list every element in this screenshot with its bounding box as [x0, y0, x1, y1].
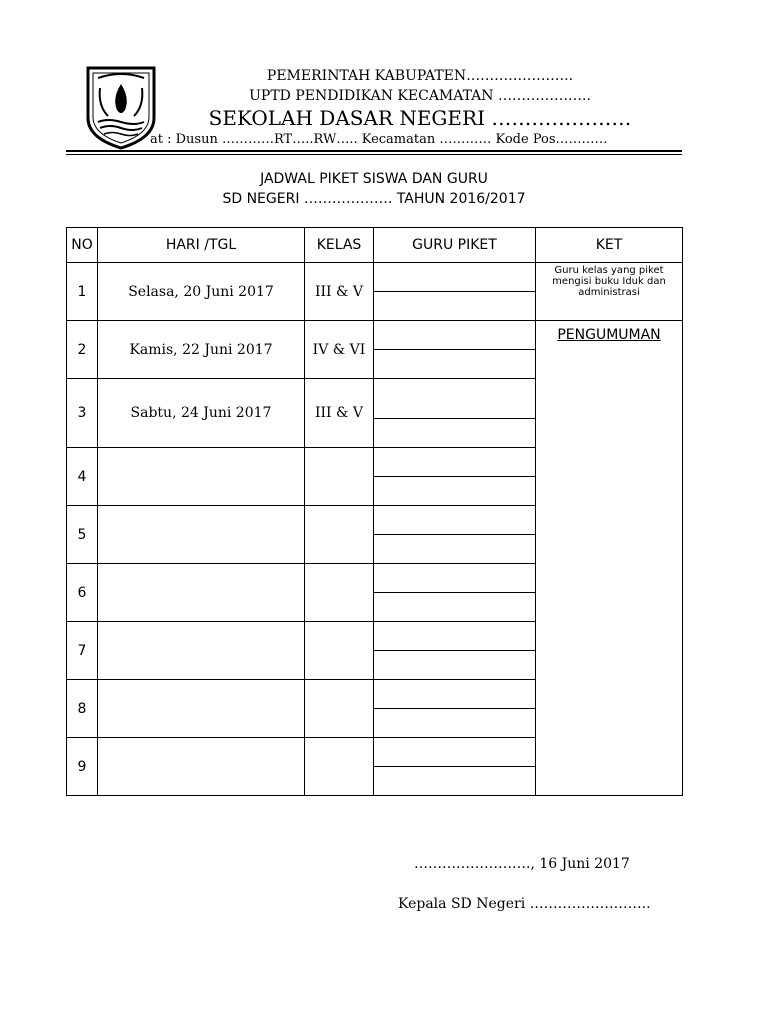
row-hari	[98, 506, 305, 564]
row-no: 6	[67, 564, 98, 622]
schedule-title: JADWAL PIKET SISWA DAN GURU	[260, 171, 488, 187]
row-hari	[98, 680, 305, 738]
header-no: NO	[67, 228, 98, 263]
letterhead-divider-thick	[66, 150, 682, 152]
schedule-subtitle: SD NEGERI ………………. TAHUN 2016/2017	[222, 191, 526, 207]
signature-position: Kepala SD Negeri ……………………..	[398, 896, 651, 912]
letterhead-divider-thin	[66, 154, 682, 155]
row-no: 5	[67, 506, 98, 564]
row-hari	[98, 622, 305, 680]
row-guru-piket	[374, 622, 536, 680]
header-hari-tgl: HARI /TGL	[98, 228, 305, 263]
table-header-row	[67, 228, 683, 263]
row-hari: Kamis, 22 Juni 2017	[98, 321, 305, 379]
announcement-heading: PENGUMUMAN	[557, 327, 661, 343]
row-no: 9	[67, 738, 98, 796]
row-kelas	[305, 622, 374, 680]
row-guru-piket	[374, 321, 536, 379]
row-kelas	[305, 680, 374, 738]
row-kelas	[305, 738, 374, 796]
row-hari: Selasa, 20 Juni 2017	[98, 263, 305, 321]
letterhead-school: SEKOLAH DASAR NEGERI …………………	[208, 106, 632, 130]
table-row	[67, 321, 683, 379]
row-no: 1	[67, 263, 98, 321]
row-guru-piket	[374, 379, 536, 448]
table-row	[67, 263, 683, 321]
row-hari: Sabtu, 24 Juni 2017	[98, 379, 305, 448]
row-no: 3	[67, 379, 98, 448]
ket-note: Guru kelas yang piket mengisi buku Iduk dan administrasi	[536, 263, 683, 321]
ket-announcement-cell	[536, 321, 683, 796]
signature-date: ……………………., 16 Juni 2017	[414, 856, 630, 872]
row-kelas	[305, 564, 374, 622]
row-no: 4	[67, 448, 98, 506]
row-kelas: III & V	[305, 379, 374, 448]
header-ket: KET	[536, 228, 683, 263]
row-guru-piket	[374, 680, 536, 738]
row-guru-piket	[374, 448, 536, 506]
header-kelas: KELAS	[305, 228, 374, 263]
row-kelas: IV & VI	[305, 321, 374, 379]
letterhead-uptd: UPTD PENDIDIKAN KECAMATAN ………………..	[249, 88, 591, 104]
row-hari	[98, 448, 305, 506]
row-kelas	[305, 448, 374, 506]
row-no: 2	[67, 321, 98, 379]
row-hari	[98, 738, 305, 796]
row-hari	[98, 564, 305, 622]
row-guru-piket	[374, 738, 536, 796]
letterhead-government: PEMERINTAH KABUPATEN…………………..	[266, 68, 574, 84]
letterhead-address: at : Dusun …………RT…..RW….. Kecamatan ………… Kode Pos…………	[150, 132, 608, 147]
header-guru-piket: GURU PIKET	[374, 228, 536, 263]
row-kelas: III & V	[305, 263, 374, 321]
row-guru-piket	[374, 506, 536, 564]
row-no: 7	[67, 622, 98, 680]
row-no: 8	[67, 680, 98, 738]
regency-emblem-logo	[84, 66, 158, 150]
row-kelas	[305, 506, 374, 564]
schedule-table	[66, 227, 683, 796]
row-guru-piket	[374, 263, 536, 321]
row-guru-piket	[374, 564, 536, 622]
